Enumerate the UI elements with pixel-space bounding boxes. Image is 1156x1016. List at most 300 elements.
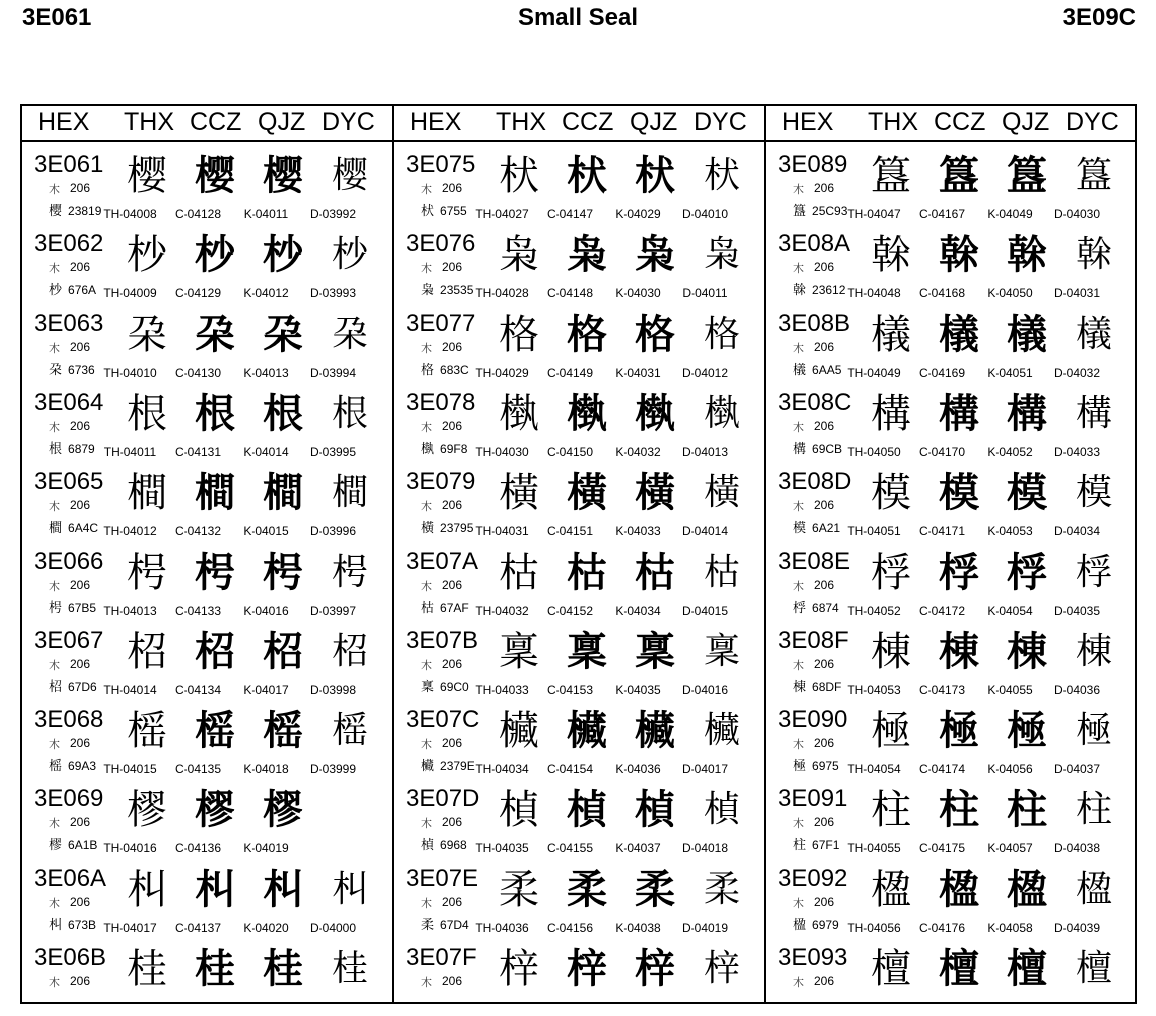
radical-stroke-count: 206 <box>814 656 835 671</box>
radical-icon: 木 <box>49 897 60 910</box>
source-code-thx: TH-04010 <box>103 365 157 380</box>
reference-character: 檥 <box>793 361 807 377</box>
source-code-qjz: K-04056 <box>987 762 1033 777</box>
seal-glyph-ccz: 欌 <box>567 707 607 755</box>
table-row <box>766 620 1136 699</box>
radical-icon: 木 <box>793 184 804 196</box>
seal-glyph-qjz: 簋 <box>1007 152 1047 199</box>
column-header-dyc: DYC <box>694 108 747 136</box>
radical-stroke-count: 206 <box>814 577 835 592</box>
hex-code: 3E076 <box>406 230 476 258</box>
seal-glyph-ccz: 枯 <box>567 548 607 596</box>
source-code-qjz: K-04012 <box>243 286 289 301</box>
seal-glyph-thx: 杪 <box>127 232 167 279</box>
column-header-dyc: DYC <box>322 108 375 136</box>
radical-icon: 木 <box>49 977 60 989</box>
reference-character: 朶 <box>49 361 63 377</box>
seal-glyph-thx: 朻 <box>127 866 167 913</box>
column-header-hex: HEX <box>38 108 90 136</box>
column-header-row <box>766 106 1136 142</box>
radical-stroke-count: 206 <box>442 815 463 830</box>
source-code-ccz: C-04150 <box>546 444 594 459</box>
source-code-ccz: C-04170 <box>918 444 966 459</box>
radical-icon: 木 <box>49 263 60 276</box>
source-code-thx: TH-04030 <box>475 444 529 459</box>
table-row <box>22 699 392 778</box>
radical-stroke-count: 206 <box>70 498 91 513</box>
table-row <box>766 778 1136 857</box>
seal-glyph-thx: 檀 <box>871 946 911 992</box>
seal-glyph-ccz: 桴 <box>939 548 979 596</box>
source-code-ccz: C-04130 <box>174 365 222 380</box>
seal-glyph-thx: 桂 <box>127 946 167 992</box>
source-code-qjz: K-04016 <box>243 603 289 618</box>
source-code-ccz: C-04171 <box>918 524 966 539</box>
seal-glyph-ccz: 橫 <box>567 469 607 517</box>
table-row <box>766 382 1136 461</box>
seal-glyph-dyc: 枯 <box>703 551 740 593</box>
source-reference <box>793 834 839 853</box>
source-code-ccz: C-04169 <box>918 365 966 380</box>
seal-glyph-qjz: 模 <box>1007 469 1047 517</box>
source-code-dyc: D-03997 <box>309 603 357 618</box>
reference-character: 榦 <box>793 282 807 298</box>
seal-glyph-dyc: 朶 <box>331 313 368 355</box>
column-header-hex: HEX <box>410 108 462 136</box>
seal-glyph-qjz: 楨 <box>635 786 675 834</box>
source-code-dyc: D-03993 <box>309 286 357 301</box>
source-code-thx: TH-04017 <box>103 920 157 935</box>
reference-character: 枵 <box>49 599 63 615</box>
source-reference <box>49 359 95 378</box>
seal-glyph-dyc: 柔 <box>703 868 740 910</box>
source-code-thx: TH-04051 <box>847 524 901 539</box>
hex-code: 3E08B <box>778 309 851 337</box>
reference-codepoint: 6A21 <box>812 521 841 536</box>
reference-codepoint: 6968 <box>440 838 467 853</box>
reference-character: 楹 <box>793 916 807 932</box>
seal-glyph-ccz: 榦 <box>939 231 979 279</box>
reference-character: 楨 <box>421 837 435 853</box>
reference-codepoint: 67AF <box>440 600 469 615</box>
source-code-dyc: D-04016 <box>681 682 729 697</box>
seal-glyph-thx: 枵 <box>127 549 167 596</box>
source-code-thx: TH-04056 <box>847 920 901 935</box>
source-code-thx: TH-04054 <box>847 762 901 777</box>
reference-codepoint: 67B5 <box>68 600 97 615</box>
source-code-thx: TH-04008 <box>103 207 157 221</box>
seal-glyph-ccz: 構 <box>939 389 979 437</box>
table-row <box>394 541 764 620</box>
hex-code: 3E078 <box>406 388 476 416</box>
seal-glyph-qjz: 槸 <box>635 389 675 437</box>
source-code-dyc: D-04035 <box>1053 603 1101 618</box>
radical-stroke-count: 206 <box>70 181 91 195</box>
seal-glyph-thx: 梓 <box>499 946 539 992</box>
radical-icon: 木 <box>421 739 432 752</box>
source-code-qjz: K-04051 <box>987 365 1033 380</box>
hex-code: 3E08C <box>778 388 852 416</box>
seal-glyph-qjz: 樱 <box>263 152 303 199</box>
seal-glyph-qjz: 柖 <box>263 627 303 675</box>
table-row <box>22 303 392 382</box>
table-column <box>766 104 1136 1004</box>
hex-code: 3E062 <box>34 230 104 258</box>
source-code-thx: TH-04033 <box>475 682 529 697</box>
source-code-ccz: C-04131 <box>174 444 222 459</box>
seal-glyph-dyc: 橫 <box>703 472 740 514</box>
hex-code: 3E07F <box>406 944 477 971</box>
source-code-dyc: D-04012 <box>681 365 729 380</box>
radical-stroke-count: 206 <box>70 339 91 354</box>
source-code-qjz: K-04057 <box>987 841 1033 856</box>
source-code-qjz: K-04031 <box>615 365 661 380</box>
source-code-thx: TH-04015 <box>103 762 157 777</box>
table-row <box>22 620 392 699</box>
hex-code: 3E075 <box>406 151 476 178</box>
reference-character: 根 <box>49 440 63 456</box>
source-code-ccz: C-04134 <box>174 682 222 697</box>
source-code-dyc: D-04038 <box>1053 841 1101 856</box>
seal-glyph-qjz: 柔 <box>635 865 675 913</box>
source-code-dyc: D-04036 <box>1053 682 1101 697</box>
seal-glyph-thx: 枤 <box>499 153 539 199</box>
source-reference <box>793 914 839 933</box>
source-code-dyc: D-04014 <box>681 524 729 539</box>
source-code-dyc: D-04032 <box>1053 365 1101 380</box>
seal-glyph-qjz: 柱 <box>1007 786 1047 834</box>
source-code-thx: TH-04050 <box>847 444 901 459</box>
seal-glyph-qjz: 杪 <box>263 231 303 279</box>
seal-glyph-ccz: 柱 <box>939 786 979 834</box>
seal-glyph-ccz: 槸 <box>567 389 607 437</box>
hex-code: 3E067 <box>34 626 104 654</box>
seal-glyph-dyc: 格 <box>703 313 740 355</box>
seal-glyph-thx: 橺 <box>127 470 167 517</box>
seal-glyph-qjz: 構 <box>1007 389 1047 437</box>
radical-stroke-count: 206 <box>442 418 463 433</box>
source-code-ccz: C-04174 <box>918 762 966 777</box>
radical-icon: 木 <box>49 501 60 514</box>
reference-character: 構 <box>793 440 807 456</box>
seal-glyph-dyc: 枤 <box>703 155 740 196</box>
radical-stroke-count: 206 <box>814 339 835 354</box>
table-row <box>22 144 392 223</box>
source-code-ccz: C-04147 <box>546 207 594 221</box>
reference-character: 枤 <box>421 203 435 218</box>
source-code-ccz: C-04136 <box>174 841 222 856</box>
table-row <box>766 699 1136 778</box>
radical-stroke-count: 206 <box>814 736 835 751</box>
reference-codepoint: 25C93 <box>812 204 848 218</box>
source-code-qjz: K-04030 <box>615 286 661 301</box>
source-code-ccz: C-04167 <box>918 207 966 221</box>
column-header-qjz: QJZ <box>258 108 306 136</box>
source-code-thx: TH-04049 <box>847 365 901 380</box>
radical-stroke-count: 206 <box>70 815 91 830</box>
reference-codepoint: 69CB <box>812 441 843 456</box>
source-code-ccz: C-04149 <box>546 365 594 380</box>
source-reference <box>49 438 95 457</box>
hex-code: 3E06A <box>34 864 107 892</box>
seal-glyph-dyc: 楹 <box>1075 868 1112 910</box>
source-code-thx: TH-04029 <box>475 365 529 380</box>
table-row <box>766 858 1136 937</box>
seal-glyph-ccz: 楨 <box>567 786 607 834</box>
column-header-qjz: QJZ <box>1002 108 1050 136</box>
seal-glyph-thx: 桴 <box>871 549 911 596</box>
source-code-ccz: C-04152 <box>546 603 594 618</box>
radical-icon: 木 <box>421 580 432 593</box>
source-code-thx: TH-04035 <box>475 841 529 856</box>
source-reference <box>49 914 96 933</box>
source-code-thx: TH-04013 <box>103 603 157 618</box>
seal-glyph-thx: 楹 <box>871 866 911 913</box>
source-code-ccz: C-04129 <box>174 286 222 301</box>
seal-glyph-qjz: 欌 <box>635 707 675 755</box>
seal-glyph-thx: 柔 <box>499 866 539 913</box>
reference-codepoint: 23535 <box>440 283 474 298</box>
reference-codepoint: 6AA5 <box>812 362 842 377</box>
seal-glyph-thx: 構 <box>871 390 911 437</box>
seal-glyph-ccz: 杪 <box>195 231 235 279</box>
column-header-ccz: CCZ <box>562 108 614 136</box>
seal-glyph-dyc: 朻 <box>331 868 368 910</box>
seal-glyph-ccz: 柖 <box>195 627 235 675</box>
source-code-ccz: C-04132 <box>174 524 222 539</box>
column-header-qjz: QJZ <box>630 108 678 136</box>
radical-stroke-count: 206 <box>70 656 91 671</box>
reference-codepoint: 676A <box>68 283 97 298</box>
seal-glyph-ccz: 檀 <box>939 945 979 992</box>
seal-glyph-ccz: 稟 <box>567 627 607 675</box>
seal-glyph-thx: 極 <box>871 708 911 755</box>
seal-glyph-dyc: 楨 <box>703 789 740 831</box>
reference-character: 樱 <box>49 203 63 218</box>
radical-icon: 木 <box>793 739 804 752</box>
source-code-thx: TH-04055 <box>847 841 901 856</box>
radical-icon: 木 <box>49 184 60 196</box>
hex-code: 3E066 <box>34 547 104 575</box>
source-reference <box>793 755 839 774</box>
seal-glyph-dyc: 桴 <box>1075 551 1112 593</box>
source-code-dyc: D-04010 <box>681 207 729 221</box>
source-code-thx: TH-04052 <box>847 603 901 618</box>
seal-glyph-qjz: 格 <box>635 310 675 358</box>
source-code-ccz: C-04148 <box>546 286 594 301</box>
source-code-qjz: K-04054 <box>987 603 1033 618</box>
reference-character: 榣 <box>49 758 63 774</box>
radical-icon: 木 <box>421 342 432 355</box>
hex-code: 3E07B <box>406 626 479 654</box>
table-row <box>394 144 764 223</box>
radical-stroke-count: 206 <box>814 815 835 830</box>
hex-code: 3E069 <box>34 785 104 813</box>
radical-icon: 木 <box>793 421 804 434</box>
source-code-thx: TH-04048 <box>847 286 901 301</box>
reference-character: 欌 <box>421 758 435 774</box>
radical-icon: 木 <box>421 184 432 196</box>
hex-code: 3E063 <box>34 309 104 337</box>
source-code-qjz: K-04052 <box>987 444 1033 459</box>
radical-icon: 木 <box>793 818 804 831</box>
source-code-dyc: D-04033 <box>1053 444 1101 459</box>
table-row <box>766 541 1136 620</box>
reference-codepoint: 69A3 <box>68 759 97 774</box>
source-reference <box>49 279 96 298</box>
seal-glyph-thx: 榦 <box>871 232 911 279</box>
hex-code: 3E07C <box>406 706 480 734</box>
seal-glyph-ccz: 朶 <box>195 310 235 358</box>
seal-glyph-thx: 格 <box>499 311 539 358</box>
source-code-dyc: D-04034 <box>1053 524 1101 539</box>
seal-glyph-qjz: 根 <box>263 389 303 437</box>
seal-glyph-qjz: 梓 <box>635 945 675 992</box>
seal-glyph-dyc: 檀 <box>1075 948 1112 989</box>
seal-glyph-dyc: 杪 <box>331 234 368 276</box>
table-row <box>394 223 764 302</box>
seal-glyph-qjz: 枵 <box>263 548 303 596</box>
seal-glyph-qjz: 稟 <box>635 627 675 675</box>
radical-stroke-count: 206 <box>70 974 91 988</box>
reference-codepoint: 6755 <box>440 204 467 218</box>
seal-glyph-thx: 欌 <box>499 708 539 755</box>
source-code-dyc: D-04037 <box>1053 762 1101 777</box>
source-code-dyc: D-03994 <box>309 365 357 380</box>
column-header-thx: THX <box>868 108 918 136</box>
table-row <box>766 937 1136 1016</box>
table-row <box>22 223 392 302</box>
hex-code: 3E091 <box>778 785 848 813</box>
seal-glyph-dyc: 模 <box>1075 472 1112 514</box>
seal-glyph-ccz: 梓 <box>567 945 607 992</box>
source-code-thx: TH-04034 <box>475 762 529 777</box>
reference-codepoint: 69F8 <box>440 441 468 456</box>
source-code-ccz: C-04175 <box>918 841 966 856</box>
radical-icon: 木 <box>421 263 432 276</box>
radical-stroke-count: 206 <box>70 736 91 751</box>
table-row <box>22 937 392 1016</box>
source-code-ccz: C-04156 <box>546 920 594 935</box>
reference-codepoint: 6736 <box>68 362 95 377</box>
source-code-ccz: C-04128 <box>174 207 222 221</box>
table-row <box>766 303 1136 382</box>
hex-code: 3E08E <box>778 547 851 575</box>
source-code-dyc: D-04015 <box>681 603 729 618</box>
table-row <box>766 144 1136 223</box>
source-code-ccz: C-04154 <box>546 762 594 777</box>
radical-stroke-count: 206 <box>70 577 91 592</box>
hex-code: 3E07E <box>406 864 479 892</box>
source-code-thx: TH-04027 <box>475 207 529 221</box>
source-code-qjz: K-04020 <box>243 920 289 935</box>
hex-code: 3E093 <box>778 944 848 971</box>
seal-glyph-dyc: 桂 <box>331 948 368 989</box>
source-code-thx: TH-04053 <box>847 682 901 697</box>
radical-stroke-count: 206 <box>814 894 835 909</box>
hex-code: 3E065 <box>34 468 104 496</box>
hex-code: 3E061 <box>34 151 104 178</box>
seal-glyph-qjz: 檀 <box>1007 945 1047 992</box>
radical-stroke-count: 206 <box>442 577 463 592</box>
source-code-qjz: K-04029 <box>615 207 661 221</box>
radical-icon: 木 <box>421 421 432 434</box>
hex-code: 3E06B <box>34 944 107 971</box>
table-column <box>22 104 392 1004</box>
seal-glyph-thx: 簋 <box>871 153 911 199</box>
reference-character: 棟 <box>793 678 807 694</box>
hex-code: 3E068 <box>34 706 104 734</box>
radical-stroke-count: 206 <box>70 418 91 433</box>
column-header-hex: HEX <box>782 108 834 136</box>
hex-code: 3E07A <box>406 547 479 575</box>
source-code-dyc: D-04013 <box>681 444 729 459</box>
radical-stroke-count: 206 <box>70 894 91 909</box>
source-code-qjz: K-04018 <box>243 762 289 777</box>
reference-codepoint: 68DF <box>812 679 842 694</box>
column-header-thx: THX <box>496 108 546 136</box>
seal-glyph-ccz: 簋 <box>939 152 979 199</box>
seal-glyph-thx: 根 <box>127 390 167 437</box>
seal-glyph-thx: 楨 <box>499 787 539 834</box>
reference-codepoint: 6A4C <box>68 521 99 536</box>
reference-character: 柖 <box>49 678 63 694</box>
seal-glyph-ccz: 格 <box>567 310 607 358</box>
seal-glyph-qjz: 榦 <box>1007 231 1047 279</box>
hex-code: 3E08F <box>778 626 849 654</box>
seal-glyph-ccz: 榣 <box>195 707 235 755</box>
source-reference <box>421 200 467 219</box>
source-code-qjz: K-04036 <box>615 762 661 777</box>
source-reference <box>793 517 840 536</box>
seal-glyph-dyc: 榣 <box>331 710 368 752</box>
table-row <box>22 541 392 620</box>
seal-glyph-ccz: 枤 <box>567 152 607 199</box>
seal-glyph-ccz: 極 <box>939 707 979 755</box>
source-code-dyc: D-03996 <box>309 524 357 539</box>
source-code-qjz: K-04035 <box>615 682 661 697</box>
source-code-ccz: C-04172 <box>918 603 966 618</box>
source-code-ccz: C-04173 <box>918 682 966 697</box>
radical-icon: 木 <box>49 659 60 672</box>
seal-glyph-dyc: 枵 <box>331 551 368 593</box>
source-code-ccz: C-04176 <box>918 920 966 935</box>
column-header-ccz: CCZ <box>190 108 242 136</box>
reference-character: 桴 <box>793 599 807 615</box>
table-row <box>394 382 764 461</box>
source-code-thx: TH-04036 <box>475 920 529 935</box>
radical-icon: 木 <box>421 977 432 989</box>
source-code-ccz: C-04151 <box>546 524 594 539</box>
source-code-qjz: K-04037 <box>615 841 661 856</box>
seal-glyph-qjz: 楹 <box>1007 865 1047 913</box>
radical-stroke-count: 206 <box>442 656 463 671</box>
source-code-dyc: D-03999 <box>309 762 357 777</box>
source-code-dyc: D-04031 <box>1053 286 1101 301</box>
reference-character: 柱 <box>793 837 807 853</box>
seal-glyph-qjz: 棟 <box>1007 627 1047 675</box>
seal-glyph-dyc: 極 <box>1075 710 1112 752</box>
source-code-qjz: K-04049 <box>987 207 1033 221</box>
radical-icon: 木 <box>793 580 804 593</box>
radical-icon: 木 <box>793 659 804 672</box>
radical-icon: 木 <box>421 501 432 514</box>
reference-character: 橫 <box>421 520 435 536</box>
hex-code: 3E08D <box>778 468 852 496</box>
seal-glyph-thx: 柱 <box>871 787 911 834</box>
seal-glyph-ccz: 枵 <box>195 548 235 596</box>
seal-glyph-ccz: 楹 <box>939 865 979 913</box>
